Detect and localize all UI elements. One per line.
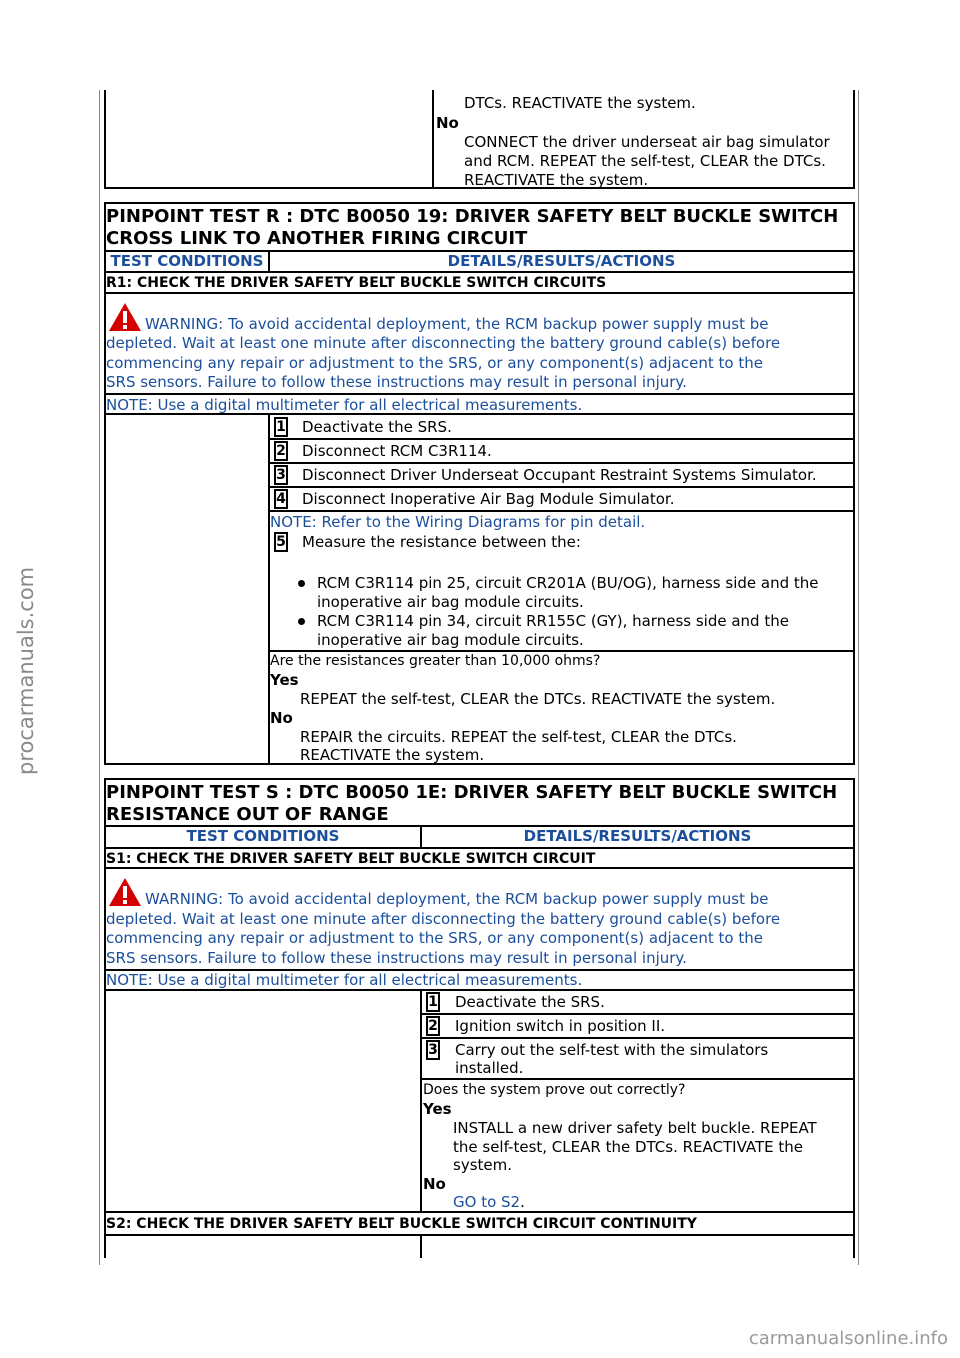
test-s-no-label: No bbox=[423, 1175, 446, 1193]
test-r-step-num-1: 1 bbox=[274, 417, 288, 437]
test-r-col-conditions: TEST CONDITIONS bbox=[106, 252, 268, 270]
test-r-bullet-1b: inoperative air bag module circuits. bbox=[317, 593, 584, 611]
warning-icon bbox=[108, 877, 142, 907]
test-s-question: Does the system prove out correctly? bbox=[423, 1082, 686, 1098]
side-watermark: procarmanuals.com bbox=[14, 566, 38, 775]
test-r-step-num-2: 2 bbox=[274, 441, 288, 461]
test-s-step-title: S1: CHECK THE DRIVER SAFETY BELT BUCKLE SWITCH CIRCUIT bbox=[106, 851, 596, 867]
test-s-note: NOTE: Use a digital multimeter for all electrical measurements. bbox=[106, 971, 583, 989]
test-s-col-conditions: TEST CONDITIONS bbox=[106, 827, 420, 845]
bullet bbox=[298, 618, 305, 625]
test-s-yes-line3: system. bbox=[453, 1156, 512, 1174]
test-r-no-line1: REPAIR the circuits. REPEAT the self-test, CLEAR the DTCs. bbox=[300, 728, 737, 746]
test-r-step-3: Disconnect Driver Underseat Occupant Restraint Systems Simulator. bbox=[302, 466, 817, 484]
test-r-no-line2: REACTIVATE the system. bbox=[300, 746, 485, 764]
test-s-title-2: RESISTANCE OUT OF RANGE bbox=[106, 804, 389, 825]
frame-right bbox=[858, 90, 859, 1265]
test-s-warning-4: SRS sensors. Failure to follow these instructions may result in personal injury. bbox=[106, 949, 687, 967]
test-s-yes-line1: INSTALL a new driver safety belt buckle. REPEAT bbox=[453, 1119, 817, 1137]
test-r-warning-1: WARNING: To avoid accidental deployment, the RCM backup power supply must be bbox=[145, 315, 769, 333]
test-r-step-num-4: 4 bbox=[274, 489, 288, 509]
test-s-step-num-3: 3 bbox=[426, 1040, 440, 1060]
test-r-step-num-3: 3 bbox=[274, 465, 288, 485]
test-r-warning-3: commencing any repair or adjustment to the SRS, or any component(s) adjacent to the bbox=[106, 354, 763, 372]
test-s-warning-1: WARNING: To avoid accidental deployment, the RCM backup power supply must be bbox=[145, 890, 769, 908]
bullet bbox=[298, 580, 305, 587]
test-r-yes-text: REPEAT the self-test, CLEAR the DTCs. REACTIVATE the system. bbox=[300, 690, 776, 708]
test-r-bullet-2b: inoperative air bag module circuits. bbox=[317, 631, 584, 649]
test-r-bullet-1a: RCM C3R114 pin 25, circuit CR201A (BU/OG), harness side and the bbox=[317, 574, 819, 592]
test-s-step-3b: installed. bbox=[455, 1059, 524, 1077]
test-r-step-5: Measure the resistance between the: bbox=[302, 533, 581, 551]
test-r-yes-label: Yes bbox=[270, 671, 299, 689]
test-r-title-1: PINPOINT TEST R : DTC B0050 19: DRIVER SAFETY BELT BUCKLE SWITCH bbox=[106, 206, 839, 227]
test-r-note: NOTE: Use a digital multimeter for all electrical measurements. bbox=[106, 396, 583, 414]
test-s-step-num-1: 1 bbox=[426, 992, 440, 1012]
test-s-yes-line2: the self-test, CLEAR the DTCs. REACTIVATE the bbox=[453, 1138, 803, 1156]
test-s-warning-3: commencing any repair or adjustment to the SRS, or any component(s) adjacent to the bbox=[106, 929, 763, 947]
test-s-step-num-2: 2 bbox=[426, 1016, 440, 1036]
test-r-question: Are the resistances greater than 10,000 ohms? bbox=[270, 653, 601, 669]
test-s-step-1: Deactivate the SRS. bbox=[455, 993, 605, 1011]
test-s-step2-title: S2: CHECK THE DRIVER SAFETY BELT BUCKLE SWITCH CIRCUIT CONTINUITY bbox=[106, 1216, 697, 1232]
top-line1: DTCs. REACTIVATE the system. bbox=[464, 94, 696, 112]
bottom-watermark: carmanualsonline.info bbox=[748, 1328, 948, 1349]
test-r-step-2: Disconnect RCM C3R114. bbox=[302, 442, 492, 460]
test-s-yes-label: Yes bbox=[423, 1100, 452, 1118]
test-r-warning-4: SRS sensors. Failure to follow these instructions may result in personal injury. bbox=[106, 373, 687, 391]
test-r-bullet-2a: RCM C3R114 pin 34, circuit RR155C (GY), harness side and the bbox=[317, 612, 789, 630]
top-no-line3: REACTIVATE the system. bbox=[464, 171, 649, 189]
frame-left bbox=[99, 90, 100, 1265]
test-r-step-title: R1: CHECK THE DRIVER SAFETY BELT BUCKLE SWITCH CIRCUITS bbox=[106, 275, 607, 291]
test-r-note2: NOTE: Refer to the Wiring Diagrams for pin detail. bbox=[270, 513, 646, 531]
warning-icon bbox=[108, 302, 142, 332]
test-s-step-2: Ignition switch in position II. bbox=[455, 1017, 666, 1035]
test-s-col-details: DETAILS/RESULTS/ACTIONS bbox=[422, 827, 853, 845]
test-s-title-1: PINPOINT TEST S : DTC B0050 1E: DRIVER SAFETY BELT BUCKLE SWITCH bbox=[106, 782, 838, 803]
test-r-col-details: DETAILS/RESULTS/ACTIONS bbox=[270, 252, 853, 270]
test-r-step-4: Disconnect Inoperative Air Bag Module Simulator. bbox=[302, 490, 675, 508]
top-no-label: No bbox=[436, 114, 459, 132]
test-s-no-action: GO to S2. bbox=[453, 1193, 525, 1211]
test-r-title-2: CROSS LINK TO ANOTHER FIRING CIRCUIT bbox=[106, 228, 528, 249]
test-r-step-num-5: 5 bbox=[274, 532, 288, 552]
test-r-step-1: Deactivate the SRS. bbox=[302, 418, 452, 436]
go-to-s2-link[interactable]: GO to S2 bbox=[453, 1193, 521, 1211]
test-r-warning-2: depleted. Wait at least one minute after disconnecting the battery ground cable(s) before bbox=[106, 334, 781, 352]
test-r-no-label: No bbox=[270, 709, 293, 727]
test-s-warning-2: depleted. Wait at least one minute after disconnecting the battery ground cable(s) before bbox=[106, 910, 781, 928]
top-no-line2: and RCM. REPEAT the self-test, CLEAR the DTCs. bbox=[464, 152, 826, 170]
top-no-line1: CONNECT the driver underseat air bag simulator bbox=[464, 133, 830, 151]
test-s-step-3a: Carry out the self-test with the simulators bbox=[455, 1041, 769, 1059]
